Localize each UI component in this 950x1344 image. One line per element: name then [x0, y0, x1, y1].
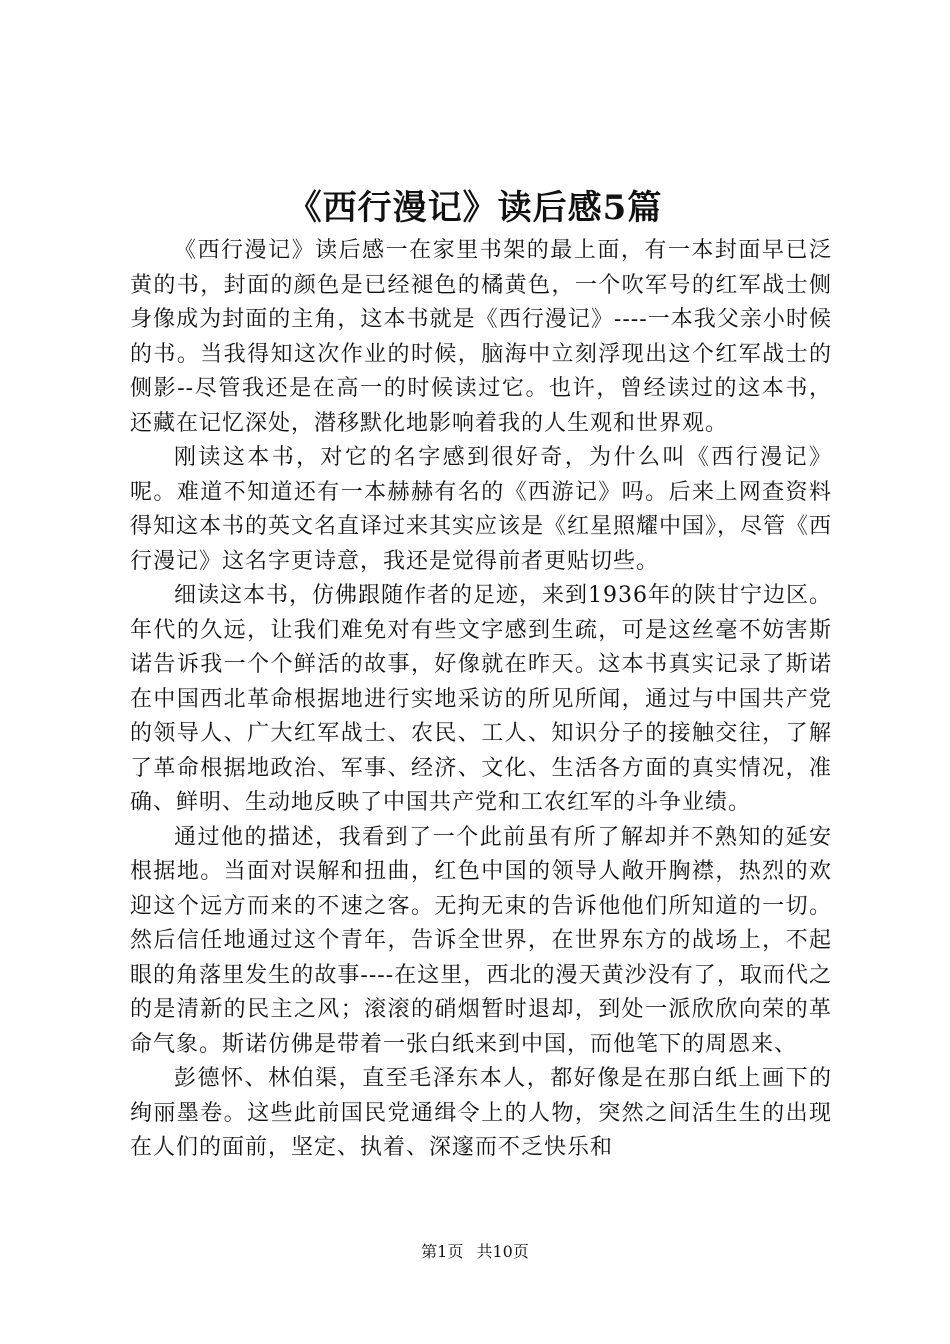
- document-body: [130, 234, 832, 1166]
- paragraph: 通过他的描述，我看到了一个此前虽有所了解却并不熟知的延安根据地。当面对误解和扭曲，红色中国的领导人敞开胸襟，热烈的欢迎这个远方而来的不速之客。无拘无束的告诉他他们所知道的一切。然后信任地通过这个青年，告诉全世界，在世界东方的战场上，不起眼的角落里发生的故事----在这里，西北的漫天黄沙没有了，取而代之的是清新的民主之风；滚滚的硝烟暂时退却，到处一派欣欣向荣的革命气象。斯诺仿佛是带着一张白纸来到中国，而他笔下的周恩来、: [130, 824, 832, 1057]
- paragraph: 彭德怀、林伯渠，直至毛泽东本人，都好像是在那白纸上画下的绚丽墨卷。这些此前国民党通缉令上的人物，突然之间活生生的出现在人们的面前，坚定、执着、深邃而不乏快乐和: [130, 1066, 832, 1160]
- page-footer: [0, 1241, 950, 1263]
- page-total: 共10页: [476, 1242, 529, 1261]
- paragraph: 刚读这本书，对它的名字感到很好奇，为什么叫《西行漫记》呢。难道不知道还有一本赫赫有名的《西游记》吗。后来上网查资料得知这本书的英文名直译过来其实应该是《红星照耀中国》，尽管《西行漫记》这名字更诗意，我还是觉得前者更贴切些。: [130, 445, 833, 574]
- paragraph: 《西行漫记》读后感一在家里书架的最上面，有一本封面早已泛黄的书，封面的颜色是已经褪色的橘黄色，一个吹军号的红军战士侧身像成为封面的主角，这本书就是《西行漫记》----一本我父亲小时候的书。当我得知这次作业的时候，脑海中立刻浮现出这个红军战士的侧影--尽管我还是在高一的时候读过它。也许，曾经读过的这本书，还藏在记忆深处，潜移默化地影响着我的人生观和世界观。: [130, 238, 832, 436]
- page-number: 第1页: [421, 1242, 464, 1261]
- document-title: 《西行漫记》读后感5篇: [287, 188, 663, 228]
- paragraph: 细读这本书，仿佛跟随作者的足迹，来到1936年的陕甘宁边区。年代的久远，让我们难免对有些文字感到生疏，可是这丝毫不妨害斯诺告诉我一个个鲜活的故事，好像就在昨天。这本书真实记录了斯诺在中国西北革命根据地进行实地采访的所见所闻，通过与中国共产党的领导人、广大红军战士、农民、工人、知识分子的接触交往，了解了革命根据地政治、军事、经济、文化、生活各方面的真实情况，准确、鲜明、生动地反映了中国共产党和工农红军的斗争业绩。: [130, 583, 832, 815]
